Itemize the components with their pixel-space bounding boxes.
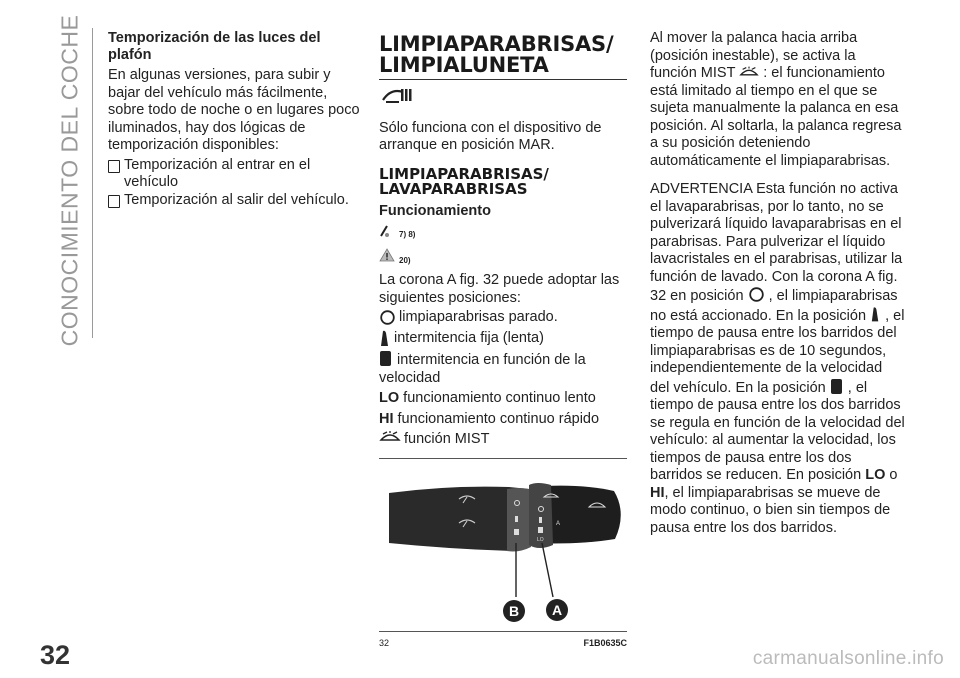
svg-text:LO: LO [537, 536, 544, 543]
svg-text:A: A [551, 601, 563, 618]
checkbox-bullet-icon [108, 160, 120, 173]
caution-icon [379, 224, 395, 238]
lo-text: funcionamiento continuo lento [403, 390, 596, 406]
callout-a [546, 599, 568, 621]
position-item [379, 309, 627, 327]
warning-ref-1 [379, 224, 627, 242]
warning-ref-label: 7) 8) [399, 230, 416, 239]
lever-figure [379, 473, 627, 631]
single-bar-icon [379, 330, 391, 347]
position-item [379, 350, 627, 387]
courtesy-light-heading: Temporización de las luces del plafón [108, 30, 321, 63]
column-1 [108, 30, 364, 209]
watermark: carmanualsonline.info [752, 648, 944, 669]
block-icon [830, 378, 844, 395]
page-number: 32 [40, 640, 71, 670]
mist-item [379, 431, 627, 449]
circle-icon [748, 286, 765, 303]
wiper-intro: Sólo funciona con el dispositivo de arranque en posición MAR. [379, 119, 602, 153]
mist-icon [739, 66, 759, 80]
subsection-title: LIMPIAPARABRISAS/ LAVAPARABRISAS [379, 164, 549, 198]
figure-number: 32 [379, 637, 390, 648]
section-tab-label: CONOCIMIENTO DEL COCHE [56, 14, 83, 346]
warning-triangle-icon [379, 248, 395, 262]
position-text: limpiaparabrisas parado. [399, 309, 558, 325]
positions-intro: La corona A fig. 32 puede adoptar las siguientes posiciones: [379, 272, 620, 306]
svg-text:A: A [556, 520, 561, 527]
bullet-text: Temporización al salir del vehículo. [124, 191, 349, 208]
warning-paragraph: ADVERTENCIA Esta función no activa el lavaparabrisas, por lo tanto, no se pulverizará líquido lavaparabrisas en el parabrisas. Para pulverizar el líquido lavacristales en el parabrisas, utilizar la función de lavado. Con la corona A fig. 32 en posición , el limpiaparabrisas no está accionado. En la posición , el tiempo de pausa entre los barridos del limpiaparabrisas es de 10 segundos, independientemente de la velocidad del vehículo. En la posición , el tiempo de pausa entre los dos barridos se regula en función de la velocidad del vehículo: al aumentar la velocidad, los tiempos de pausa entre los dos barridos se reducen. En posición LO o HI, el limpiaparabrisas se mueve de modo continuo, o bien sin tiempos de pausa entre los dos barridos. [650, 181, 905, 536]
title-underline [379, 79, 627, 80]
hi-label: HI [379, 410, 394, 427]
bullet-item [108, 157, 364, 192]
block-icon [379, 350, 393, 367]
bullet-text: Temporización al entrar en el vehículo [124, 156, 311, 190]
wiper-symbol-icon [381, 86, 627, 112]
figure-caption [379, 631, 627, 653]
bullet-item [108, 192, 364, 210]
callout-b [503, 600, 525, 622]
figure-top-rule [379, 458, 627, 459]
checkbox-bullet-icon [108, 195, 120, 208]
single-bar-icon [870, 306, 881, 323]
operation-heading: Funcionamiento [379, 202, 491, 219]
hi-text: funcionamiento continuo rápido [397, 410, 600, 427]
lo-label: LO [865, 467, 886, 483]
hi-label: HI [650, 484, 665, 501]
warning-ref-label: 20) [399, 256, 411, 265]
figure-code: F1B0635C [583, 637, 627, 648]
mist-icon [379, 431, 401, 445]
section-divider [92, 28, 93, 338]
lo-label: LO [379, 390, 400, 406]
column-2 [379, 30, 627, 652]
lo-item [379, 390, 627, 408]
svg-text:B: B [508, 602, 520, 619]
position-item [379, 330, 627, 348]
mist-paragraph: Al mover la palanca hacia arriba (posición inestable), se activa la función MIST : el funcionamiento está limitado al tiempo en el que se sujeta manualmente la palanca en esa posición. Al soltarla, la palanca regresa a su posición deteniendo automáticamente el limpiaparabrisas. [650, 30, 902, 169]
hi-item [379, 411, 627, 429]
section-tab [56, 14, 84, 346]
column-3 [650, 30, 905, 548]
circle-icon [379, 309, 396, 326]
position-text: intermitencia en función de la velocidad [379, 352, 586, 386]
mist-text: función MIST [404, 431, 490, 447]
courtesy-light-intro: En algunas versiones, para subir y bajar del vehículo más fácilmente, sobre todo de noche o en lugares poco iluminados, hay dos lógicas de temporización disponibles: [108, 67, 360, 153]
section-title: LIMPIAPARABRISAS/ LIMPIALUNETA [379, 32, 614, 77]
position-text: intermitencia fija (lenta) [394, 329, 544, 346]
warning-ref-2 [379, 248, 627, 266]
